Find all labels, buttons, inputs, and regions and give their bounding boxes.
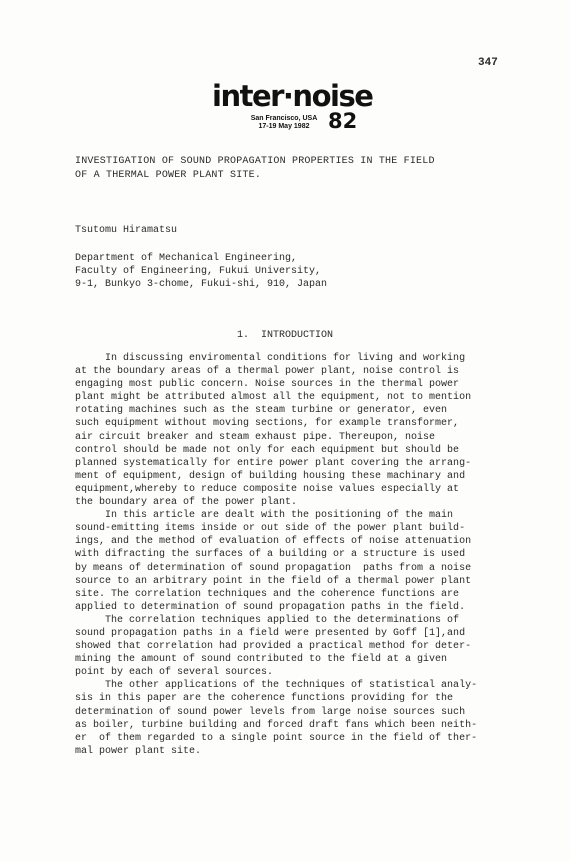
section-heading: 1. INTRODUCTION (236, 330, 333, 341)
logo-wordmark: inter·noise (212, 79, 373, 113)
affiliation-line: Faculty of Engineering, Fukui University, (75, 266, 322, 277)
text-line: equipment,whereby to reduce composite noise values especially at (75, 483, 460, 495)
paragraph (75, 679, 500, 758)
text-line: planned systematically for entire power plant covering the arrang- (75, 457, 472, 469)
paragraph (75, 352, 500, 509)
author-name: Tsutomu Hiramatsu (75, 225, 178, 236)
page-number: 347 (478, 57, 498, 69)
title-line: INVESTIGATION OF SOUND PROPAGATION PROPERTIES IN THE FIELD (75, 156, 435, 167)
text-line: mining the amount of sound contributed to the field at a given (75, 654, 448, 666)
text-line: the boundary area of the power plant. (75, 497, 298, 509)
text-line: ment of equipment, design of building housing these machinary and (75, 470, 466, 482)
logo-year: 82 (328, 109, 358, 133)
conference-logo (212, 79, 373, 136)
title-line: OF A THERMAL POWER PLANT SITE. (75, 170, 262, 181)
body-text (75, 352, 500, 758)
text-line: showed that correlation had provided a practical method for deter- (75, 641, 472, 653)
text-line: The correlation techniques applied to the determinations of (75, 614, 460, 626)
text-line: rotating machines such as the steam turbine or generator, even (75, 405, 448, 417)
text-line: sound-emitting items inside or out side of the power plant build- (75, 523, 466, 535)
text-line: sound propagation paths in a field were presented by Goff [1],and (75, 627, 466, 639)
affiliation-line: 9-1, Bunkyo 3-chome, Fukui-shi, 910, Japan (75, 279, 328, 290)
text-line: In this article are dealt with the positioning of the main (75, 510, 454, 522)
text-line: applied to determination of sound propagation paths in the field. (75, 601, 466, 613)
affiliation-line: Department of Mechanical Engineering, (75, 253, 298, 264)
text-line: point by each of several sources. (75, 667, 274, 679)
logo-venue (239, 115, 329, 131)
text-line: ings, and the method of evaluation of effects of noise attenuation (75, 536, 472, 548)
paper-title (75, 155, 495, 183)
text-line: such equipment without moving sections, for example transformer, (75, 418, 460, 430)
author-affiliation (75, 252, 327, 291)
text-line: by means of determination of sound propagation paths from a noise (75, 562, 472, 574)
text-line: plant might be attributed almost all the equipment, not to mention (75, 392, 472, 404)
text-line: The other applications of the techniques of statistical analy- (75, 680, 478, 692)
paragraph (75, 614, 500, 679)
text-line: at the boundary areas of a thermal power plant, noise control is (75, 366, 460, 378)
text-line: site. The correlation techniques and the coherence functions are (75, 588, 460, 600)
text-line: as boiler, turbine building and forced draft fans which been neith- (75, 719, 478, 731)
text-line: mal power plant site. (75, 745, 202, 757)
text-line: engaging most public concern. Noise sources in the thermal power (75, 379, 460, 391)
logo-dates: 17-19 May 1982 (258, 123, 310, 130)
text-line: control should be made not only for each equipment but should be (75, 444, 460, 456)
text-line: with difracting the surfaces of a building or a structure is used (75, 549, 466, 561)
text-line: In discussing enviromental conditions for living and working (75, 353, 466, 364)
text-line: air circuit breaker and steam exhaust pipe. Thereupon, noise (75, 431, 436, 443)
text-line: source to an arbitrary point in the field of a thermal power plant (75, 575, 472, 587)
logo-location: San Francisco, USA (250, 115, 318, 122)
paragraph (75, 509, 500, 614)
text-line: sis in this paper are the coherence functions providing for the (75, 693, 454, 705)
text-line: determination of sound power levels from large noise sources such (75, 706, 466, 718)
text-line: er of them regarded to a single point source in the field of ther- (75, 732, 478, 744)
